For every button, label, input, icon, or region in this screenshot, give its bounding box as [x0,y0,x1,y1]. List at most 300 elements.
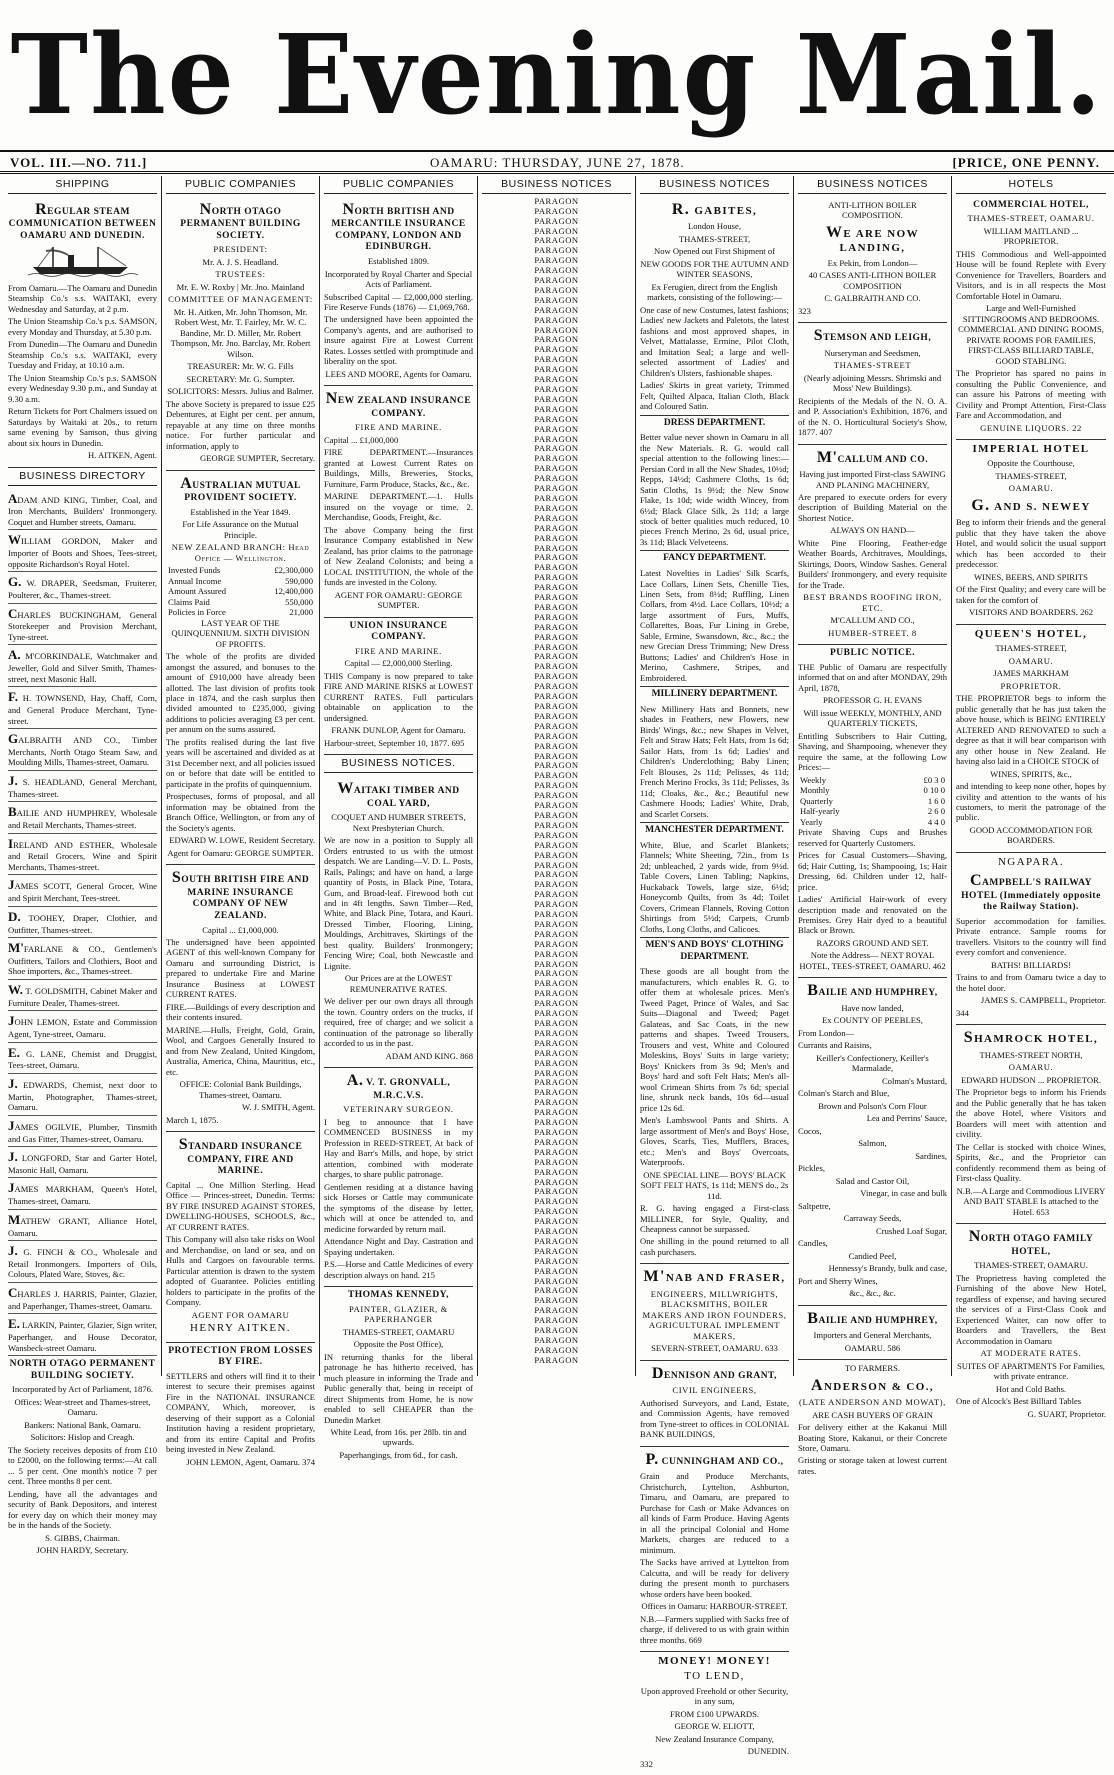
paragon-line: PARAGON [534,225,579,236]
society-text: The above Society is prepared to issue £25 Debentures, at Eight per cent. per annum, repayable at any time on three months notice. For further particular and information, apply to [166,398,315,451]
ad-mnab-fraser [640,1264,789,1360]
wtc-text: We are now in a position to Supply all Orders entrusted to us with the utmost despatch. We are Landing—V. D. L. Posts, Rails, Palings; and have on hand, a large quantity of Posts, in Black Pine, Totara, Gum, and Broad-leaf. Firewood both cut and in 4ft lengths. Sawn Timber—Red, White, and Black Pine, Totara, and Kauri. Dressed Timber, Flooring, Lining, Mouldings, Architraves, Skirtings of the best quality. Builders' Ironmongery; Fencing Wire; Coal, both Newcastle and Lignite. [324,835,473,971]
paragon-line: PARAGON [534,1136,579,1147]
row-label: Amount Assured [168,586,227,597]
uic-sub: FIRE AND MARINE. [355,645,442,656]
money-number: 332 [640,1758,653,1769]
column-heading-public-companies: PUBLIC COMPANIES [166,176,315,194]
ad-title: MONEY! MONEY! [658,1655,771,1668]
sh-text-3: N.B.—A Large and Commodious LIVERY AND BAIT STABLE Is attached to the Hotel. 653 [956,1185,1106,1217]
amp-established: Established in the Year 1849. [190,506,291,517]
bh-item: Colman's Mustard, [881,1075,947,1086]
rg-goods: NEW GOODS FOR THE AUTUMN AND WINTER SEASONS, [640,258,789,280]
ad-north-otago-family-hotel [956,1224,1106,1425]
paragon-line: PARAGON [534,849,579,860]
building-act: Incorporated by Act of Parliament, 1876. [11,1384,154,1395]
amp-signature: EDWARD W. LOWE, Resident Secretary. [169,835,315,846]
bh-item: Keiller's Confectionery, Keiller's Marmalade, [816,1052,929,1074]
std-text-2: This Company will also take risks on Wool and Merchandise, on land or sea, and on Hulls and Cargoes on favourable terms. Particular attention is drawn to the system adopted of Guarantee. Policies entitling holders to participate in the profits of the Company. [166,1234,315,1308]
dress-heading: DRESS DEPARTMENT. [640,415,789,430]
paragon-line: PARAGON [534,1146,579,1157]
dg-text: Authorised Surveyors, and Land, Estate, and Commission Agents, have removed from Tyne-street to offices in COLONIAL BANK BUILDINGS, [640,1397,789,1440]
row-label: Quarterly [800,795,833,806]
paragon-line: PARAGON [534,1305,579,1316]
paragon-line: PARAGON [534,800,579,811]
column-hotels [952,176,1110,1419]
row-value: 2 6 0 [927,806,945,817]
tk-opposite: Opposite the Post Office), [353,1339,444,1350]
sl-sub: Nurseryman and Seedsmen, [824,347,921,358]
secretary: SECRETARY: Mr. G. Sumpter. [186,373,295,384]
row-label: Annual Income [168,575,222,586]
trustees-label: TRUSTEES: [215,269,266,280]
paragon-line: PARAGON [534,918,579,929]
rg-text-4: One shilling in the pound returned to all cash purchasers. [640,1236,789,1257]
row-value: 12,400,000 [274,586,313,597]
steam-text-1: From Oamaru.—The Oamaru and Dunedin Steamship Co.'s s.s. WAITAKI, every Wednesday and Saturday, at 2 p.m. [8,282,157,314]
row-value: 590,000 [285,575,313,586]
paragon-line: PARAGON [534,1117,579,1128]
paragon-line: PARAGON [534,928,579,939]
ch-proprietor: WILLIAM MAITLAND ... PROPRIETOR. [983,225,1079,247]
column-heading-hotels: HOTELS [956,176,1106,194]
paragon-line: PARAGON [534,948,579,959]
ad-title: M'NAB AND FRASER, [643,1268,786,1286]
cr-text-2: Trains to and from Oamaru twice a day to the hotel door. [956,972,1106,993]
column-heading-business-notices: BUSINESS NOTICES [482,176,631,194]
paragon-line: PARAGON [534,1166,579,1177]
nf-text: The Proprietress having completed the Furnishing of the above New Hotel, regardless of expense, and having secured the services of a First-Class Cook and Experienced Waiter, can now offer to Boarders and Travellers, the Best Accommodation in Oamaru [956,1272,1106,1346]
paragon-line: PARAGON [534,601,579,612]
paragon-line: PARAGON [534,265,579,276]
ad-title: UNION INSURANCE COMPANY. [349,620,448,643]
pn-text: THE Public of Oamaru are respectfully informed that on and after MONDAY, 29th April, 1878, [798,661,947,693]
paragon-line: PARAGON [534,304,579,315]
ad-title: M'CALLUM AND CO. [816,448,929,466]
steam-text-2: The Union Steamship Co.'s p.s. SAMSON, every Monday and Thursday, at 5.30 p.m. [8,316,157,337]
amp-for: For Life Assurance on the Mutual Principle. [182,519,299,540]
gn-text-2: WINES, BEERS, AND SPIRITS [974,571,1088,582]
nbm-text: The undersigned have been appointed the Company's agents, and are authorised to insure against Fire at Lowest Current Rates. Losses settled with promptitude and liberality on the spot. [324,314,473,367]
table-row [798,806,947,816]
boys-text: These goods are all bought from the manufacturers, which enables R. G. to offer them at wholesale prices. Men's Tweed Paget, Prince of Wales, and Sac Suits—Diagonal and Tweed; Paget Galateas, and Sac Coats, in the new patterns and shapes. Tweed Trousers, Trousers and vest, White and Coloured Moleskins, Boys' Suits in large variety; Boys' Knickers from 3s 9d; Men's and Boys' hard and soft Felt Hats; Men's all-wool Crimean Shirts from 7s 6d; special line, shrunk neck bands, 10s 6d—usual price 12s 6d. [640,966,789,1113]
ad-new-zealand-insurance [324,386,473,617]
business-directory-list [8,489,157,1357]
ad-title: P. CUNNINGHAM AND CO., [645,1450,784,1468]
paragon-line: PARAGON [534,869,579,880]
row-label: Monthly [800,785,830,796]
paragon-line: PARAGON [534,492,579,503]
vet-text: I beg to announce that I have COMMENCED BUSINESS in my Profession in REED-STREET, At back of Hay and Barr's Mills, and hope, by strict attention, combined with moderate charges, to share public patronage. [324,1116,473,1180]
bh-item: Saltpetre, [798,1200,831,1211]
std-agent: AGENT FOR OAMARU [191,1309,290,1320]
paragon-line: PARAGON [534,889,579,900]
paragon-line: PARAGON [534,1067,579,1078]
sh-text: The Proprietor begs to inform his Friends and the Public generally that he has taken the above Hotel, where Visitors and Boarders will meet with attention and civility. [956,1087,1106,1140]
paragon-line: PARAGON [534,879,579,890]
paragon-line: PARAGON [534,433,579,444]
paragon-line: PARAGON [534,740,579,751]
fancy-text: Latest Novelties in Ladies' Silk Scarfs, Lace Collars, Linen Sets, Chenille Ties, Linen Sets, from 8½d; Ruffling, Linen Collars, from 4½d. Lace Collars, 10½d; a large assortment of Furs, Muffs, Collarettes, Boas, Fur Lining in Grebe, Sable, Ermine, Swansdown, &c., &c.; the new Grecian Dress Trimming; New Dress Buttons; Ladies' and Children's Hose in Merino, Cashmere, Stripes, and Embroidered. [640,568,789,683]
bh-item: Hennessy's Brandy, bulk and case, [828,1263,947,1274]
row-value: £0 3 0 [923,774,945,785]
gn-text-3: Of the First Quality; and every care will be taken for the comfort of [956,584,1106,605]
paragon-line: PARAGON [534,354,579,365]
paragon-line: PARAGON [534,641,579,652]
pn-text-5: Prices for Casual Customers—Shaving, 6d; Hair Cutting, 1s; Shampooing, 1s; Hair Dressing, 6d. Children under 12, half-price. [798,850,947,892]
paragon-line: PARAGON [534,275,579,286]
ad-shamrock-hotel [956,1025,1106,1224]
column-shipping [4,176,162,1556]
directory-entry: W. T. GOLDSMITH, Cabinet Maker and Furniture Dealer, Thames-street. [8,980,157,1011]
paragon-line: PARAGON [534,720,579,731]
paragon-line: PARAGON [534,393,579,404]
ad-title: BAILIE AND HUMPHREY, [807,1309,938,1327]
ad-title: WAITAKI TIMBER AND COAL YARD, [337,780,460,809]
steamship-icon [8,245,157,279]
building-secretary: JOHN HARDY, Secretary. [36,1545,129,1556]
cr-baths: BATHS! BILLIARDS! [991,959,1071,970]
directory-entry: A. M'CORKINDALE, Watchmaker and Jeweller, Gold and Silver Smith, Thames-street, next Masonic Hall. [8,645,157,687]
money-text-3: FROM £100 UPWARDS. [669,1708,760,1719]
uic-signature: FRANK DUNLOP, Agent for Oamaru. [331,725,466,736]
paragon-line: PARAGON [534,1156,579,1167]
column-heading-business-notices: BUSINESS NOTICES [798,176,947,194]
mf-address: SEVERN-STREET, OAMARU. 633 [651,1343,778,1354]
ad-title: NORTH OTAGO FAMILY HOTEL, [968,1228,1094,1257]
ih-address: THAMES-STREET, [995,470,1067,481]
qh-name: JAMES MARKHAM [993,668,1069,679]
paragon-line: PARAGON [534,195,579,206]
tk-address: THAMES-STREET, OAMARU [342,1326,455,1337]
paragon-line: PARAGON [534,710,579,721]
ad-title: NORTH BRITISH AND MERCANTILE INSURANCE COMPANY, LONDON AND EDINBURGH. [331,200,466,253]
ad-dennison-grant [640,1361,789,1447]
paragon-line: PARAGON [534,1275,579,1286]
nzi-sub: FIRE AND MARINE. [355,422,442,433]
directory-entry: CHARLES BUCKINGHAM, General Storekeeper and Provision Merchant, Tyne-street. [8,604,157,646]
issue-date: OAMARU: THURSDAY, JUNE 27, 1878. [430,155,685,170]
sl-text-2: Recipients of the Medals of the N. O. A. and P. Association's Exhibition, 1876, and of the N. O. Horticultural Society's Show, 1877. 407 [798,395,947,438]
sl-text: (Nearly adjoining Messrs. Shrimski and Moss' New Buildings). [803,372,942,394]
directory-entry: WILLIAM GORDON, Maker and Importer of Boots and Shoes, Tees-street, opposite Richardson's Royal Hotel. [8,530,157,572]
ad-title: ANDERSON & CO., [810,1376,935,1394]
paragon-line: PARAGON [534,592,579,603]
dress-text: Better value never shown in Oamaru in all the New Materials. R. G. would call special attention to the following lines:—Persian Cord in all the New Shades, 10½d; Repps, 14½d; Cashmere Cloths, 1s 6d; Satin Cloths, 1s 9½d; the New Snow Flake, 1s 10d; wide width Wincey, from 6½d; Black Glace Silk, 2s 11d; a large stock of better qualities much reduced, 10 pieces French Merino, 2s 6d, usual price, 3s 11d; Black Velveteens. [640,432,789,547]
tk-text-3: Paperhangings, from 6d., for cash. [339,1449,458,1460]
vet-sub: VETERINARY SURGEON. [343,1104,454,1115]
paragon-line: PARAGON [534,1265,579,1276]
ad-veterinary-surgeon [324,1068,473,1287]
paragon-line: PARAGON [534,790,579,801]
sl-address: THAMES-STREET [833,360,912,371]
directory-entry: ADAM AND KING, Timber, Coal, and Iron Merchants, Builders' Ironmongery. Coquet and Humber streets, Oamaru. [8,489,157,531]
gn-title: G. AND S. NEWEY [971,496,1091,514]
ch-text: THIS Commodious and Well-appointed House will be found Replete with Every Convenience for Travellers, Boarders and Visitors, and is in all respects the Most Comfortable Hotel in Oamaru. [956,248,1106,301]
pn-text-3: Entitling Subscribers to Hair Cutting, Shaving, and Shampooing, whenever they require the same, at the following Low Prices:— [798,730,947,773]
building-terms-2: Lending, have all the advantages and security of Bank Depositors, and interest for every day on which their money may be in the hands of the Society. [8,1488,157,1531]
directory-entry: CHARLES J. HARRIS, Painter, Glazier, and Paperhanger, Thames-street, Oamaru. [8,1283,157,1314]
ch-text-3: The Proprietor has spared no pains in consulting the Public Convenience, and can assure his Patrons of meeting with Civility and Prompt Attention, First-Class Fare and Accommodation, and [956,368,1106,421]
ad-title: R. GABITES, [671,200,758,218]
ptl-signature: JOHN LEMON, Agent, Oamaru. 374 [186,1456,315,1467]
ch-text-4: GENUINE LIQUORS. 22 [980,422,1082,433]
bh-item: Candied Peel, [848,1250,897,1261]
paragon-line: PARAGON [534,473,579,484]
rg-text-1: One case of new Costumes, latest fashions; Ladies' new Jackets and Paletots, the latest fashions and most approved shapes, in Velvet, Mattalasse, Ermine, Pilot Cloth, and Imitation Seal; a large and well-selected assortment of Ladies' and Children's Ulsters, fashionable shapes. [640,304,789,378]
ad-title: STEMSON AND LEIGH, [813,327,932,345]
nzi-text-2: MARINE DEPARTMENT.—1. Hulls insured on the voyage or time. 2. Merchandise, Goods, Freight, &c. [324,491,473,523]
masthead [0,0,1114,150]
directory-entry: JAMES MARKHAM, Queen's Hotel, Thames-street, Oamaru. [8,1178,157,1209]
rg-open: Now Opened out First Shipment of [653,246,776,257]
column-heading-public-companies: PUBLIC COMPANIES [324,176,473,194]
manchester-heading: MANCHESTER DEPARTMENT. [640,822,789,837]
fancy-heading: FANCY DEPARTMENT. [640,550,789,565]
ad-mcallum [798,445,947,646]
pn-name: PROFESSOR G. H. EVANS [823,695,922,706]
ad-title: CAMPBELL'S RAILWAY HOTEL (Immediately opposite the Railway Station). [961,872,1101,913]
ih-opposite: Opposite the Courthouse, [987,458,1075,469]
paragon-line: PARAGON [534,483,579,494]
paragon-line: PARAGON [534,1008,579,1019]
ad-north-otago-building-society [166,197,315,471]
bh-item: Vinegar, in case and bulk [860,1188,947,1199]
bh-item: Crushed Loaf Sugar, [875,1225,947,1236]
table-row [166,565,315,575]
money-signature-2: New Zealand Insurance Company, [655,1733,774,1744]
rg-text-3: R. G. having engaged a First-class MILLINER, for Style, Quality, and Cheapness cannot be surpassed. [640,1203,789,1234]
mc-signature: M'CALLUM AND CO., [830,615,915,626]
paragon-line: PARAGON [534,344,579,355]
column-business-notices-3 [794,176,952,1476]
paragon-line: PARAGON [534,284,579,295]
money-text: TO LEND, [684,1670,745,1683]
ad-imperial-hotel [956,440,1106,625]
bh-item: Sardines, [915,1150,947,1161]
sb-date: March 1, 1875. [166,1114,219,1125]
ad-title: COMMERCIAL HOTEL, [973,199,1089,210]
directory-entry: JAMES OGILVIE, Plumber, Tinsmith and Gas Fitter, Thames-street, Oamaru. [8,1116,157,1147]
ad-title: NORTH OTAGO PERMANENT BUILDING SOCIETY. [9,1359,156,1381]
ad-title: SHAMROCK HOTEL, [963,1029,1099,1047]
money-text-2: Upon approved Freehold or other Security, in any sum, [640,1685,789,1707]
paragon-line: PARAGON [534,235,579,246]
sh-address: THAMES-STREET NORTH, [979,1049,1083,1060]
nbm-capital: Subscribed Capital — £2,000,000 sterling. Fire Reserve Funds (1876) — £1,069,768. [324,291,473,312]
std-text: Capital ... One Million Sterling. Head Office — Princes-street, Dunedin. Terms: BY FIRE INSURED AGAINST STORES, DWELLING-HOUSES, SCHOOLS, &c., AT CURRENT RATES. [166,1179,315,1232]
qh-text-3: and intending to keep none other, hopes by civility and attention to the wants of his customers, to merit the patronage of the public. [956,781,1106,823]
committee-label: COMMITTEE OF MANAGEMENT: [168,294,313,305]
column-business-notices-paragon [478,176,636,1376]
ptl-text: SETTLERS and others will find it to their interest to secure their premises against Fire in the NATIONAL INSURANCE COMPANY, Which, moreover, is deserving of their support as a Colonial Institution having a resident proprietary, and from its entire Capital and Profits being invested in New Zealand. [166,1370,315,1455]
paragon-line: PARAGON [534,621,579,632]
directory-entry: F. H. TOWNSEND, Hay, Chaff, Corn, and General Produce Merchant, Tyne-street. [8,687,157,729]
paragon-line: PARAGON [534,909,579,920]
al-heading: ANTI-LITHON BOILER COMPOSITION. [828,199,917,221]
paragon-line: PARAGON [534,671,579,682]
nzi-agent: AGENT FOR OAMARU: GEORGE SUMPTER. [334,589,463,611]
paragon-line: PARAGON [534,572,579,583]
row-value: 21,000 [289,607,313,618]
nbm-established: Established 1809. [367,256,430,267]
paragon-line: PARAGON [534,1255,579,1266]
paragon-line: PARAGON [534,314,579,325]
uic-text: THIS Company is now prepared to take FIRE AND MARINE RISKS at LOWEST CURRENT RATES. Full particulars obtainable on application to the undersigned. [324,670,473,723]
steam-signature: H. AITKEN, Agent. [88,450,157,461]
cr-text: Superior accommodation for families. Private entrance. Sample rooms for travellers. Visitors to the country will find every comfort and convenience. [956,916,1106,958]
paragon-line: PARAGON [534,1176,579,1187]
amp-agent: Agent for Oamaru: GEORGE SUMPTER. [167,847,314,858]
nzi-text-3: The above Company being the first Insurance Company established in New Zealand, has prior claims to the patronage of New Zealand Colonists; and being a LOCAL INSTITUTION, the whole of the funds are invested in the Colony. [324,524,473,588]
paragon-line: PARAGON [534,1186,579,1197]
ad-title: WE ARE NOW LANDING, [826,223,919,255]
paragon-line: PARAGON [534,245,579,256]
millinery-text: New Millinery Hats and Bonnets, new shades in Feathers, new Flowers, new Birds' Wings, &c.; new Shapes in Velvet, Felt and Straw Hats; Felt Hats, from 1s 6d; Sailor Hats, from 1s 6d; Ladies' and Children's Underclothing; Baby Linen; Felt Blouses, 2s 11d; Pelisses, 4s 11d; French Merino Frocks, 3s 11d; Pelisses, 3s 11d; Cloaks, &c., &c.; Beautiful new Cashmere Hoods; Ladies' White, Drab, and Scarlet Corsets. [640,703,789,819]
row-label: Yearly [800,816,823,827]
treasurer: TREASURER: Mr. W. G. Fills [187,361,294,372]
ad-title: PROTECTION FROM LOSSES BY FIRE. [168,1345,313,1368]
directory-entry: GALBRAITH AND CO., Timber Merchants, North Otago Steam Saw, and Moulding Mills, Thames-street, Oamaru. [8,729,157,771]
paragon-line: PARAGON [534,1037,579,1048]
dg-sub: CIVIL ENGINEERS, [672,1385,757,1396]
paragon-line: PARAGON [534,760,579,771]
ac-sub: (LATE ANDERSON AND MOWAT), [799,1397,946,1408]
paragon-line: PARAGON [534,1216,579,1227]
ac-text-2: For delivery either at the Kakanui Mill Boating Store, Kakanui, or their Concrete Store, Oamaru. [798,1422,947,1453]
nf-text-5: One of Alcock's Best Billiard Tables [956,1396,1082,1407]
paragon-line: PARAGON [534,1245,579,1256]
paragon-line: PARAGON [534,809,579,820]
bh-text: Have now landed, [841,1002,904,1013]
paragon-line: PARAGON [534,611,579,622]
ad-title: AUSTRALIAN MUTUAL PROVIDENT SOCIETY. [180,474,301,504]
ad-standard-insurance [166,1132,315,1342]
ad-title: IMPERIAL HOTEL [972,443,1090,456]
qh-text-2: WINES, SPIRITS, &c., [990,768,1072,779]
qh-address: THAMES-STREET, [995,643,1067,654]
building-solicitors: Solicitors: Hislop and Creagh. [30,1432,135,1443]
paragon-line: PARAGON [534,552,579,563]
column-heading-business-notices: BUSINESS NOTICES. [324,755,473,773]
paragon-line: PARAGON [534,1235,579,1246]
ad-commercial-hotel [956,197,1106,440]
bh-from: From London— [798,1027,855,1038]
pc-text-2: The Sacks have arrived at Lyttelton from Calcutta, and will be ready for delivery during the present month to purchasers whose orders have been booked. [640,1557,789,1599]
building-offices: Offices: Wear-street and Thames-street, Oamaru. [14,1396,151,1418]
paragon-line: PARAGON [534,384,579,395]
paragon-line: PARAGON [534,463,579,474]
uic-capital: Capital — £2,000,000 Sterling. [344,658,453,669]
amp-text-1: The whole of the profits are divided amongst the assured, and bonuses to the amount of £910,000 have already been allotted. The last division of profits took place in 1874, and the cash surplus then divided amounted to £235,000, giving additions to policies averaging £3 per cent. per annum on the sums assured. [166,651,315,735]
amp-branch: NEW ZEALAND BRANCH: Head Office — Wellington. [171,542,310,563]
sb-text-3: MARINE.—Hulls, Freight, Gold, Grain, Wool, and Cargoes Generally Insured to and from New Zealand, United Kingdom, Australia, America, China, Mauritius, etc., etc. [166,1024,315,1077]
directory-entry: E. G. LANE, Chemist and Druggist, Tees-street, Oamaru. [8,1043,157,1074]
al-number: 323 [798,305,811,316]
paragon-line: PARAGON [534,978,579,989]
paragon-line: PARAGON [534,1335,579,1346]
mc-text: Having just imported First-class SAWING AND PLANING MACHINERY, [799,469,946,490]
row-label: Weekly [800,774,827,785]
directory-entry: G. W. DRAPER, Seedsman, Fruiterer, Poulterer, &c., Thames-street. [8,572,157,603]
rg-street: THAMES-STREET, [678,233,751,244]
paragon-line: PARAGON [534,1295,579,1306]
pc-office: Offices in Oamaru: HARBOUR-STREET. [641,1601,788,1612]
ad-protection-from-fire [166,1343,315,1474]
pn-text-4: Private Shaving Cups and Brushes reserved for Quarterly Customers. [798,827,947,848]
paragon-line: PARAGON [534,423,579,434]
paragon-line: PARAGON [534,1226,579,1237]
sb-capital: Capital ... £1,000,000. [202,924,279,935]
ad-south-british-insurance [166,865,315,1132]
paragon-line: PARAGON [534,453,579,464]
paragon-line: PARAGON [534,403,579,414]
ad-bailie-humphrey [798,978,947,1305]
table-row [166,586,315,596]
millinery-heading: MILLINERY DEPARTMENT. [640,686,789,701]
ad-title: QUEEN'S HOTEL, [974,627,1088,640]
paragon-line: PARAGON [534,364,579,375]
ad-building-society-terms [8,1356,157,1561]
al-ex: Ex Pekin, from London— [827,257,918,268]
paragon-line: PARAGON [534,938,579,949]
qh-text: THE PROPRIETOR begs to inform the public generally that he has just taken the above house, which is BEING ENTIRELY ALTERED AND RENOVATED to such a degree as that it will bear comparison with any other house in New Zealand. He having also laid in a CHOICE STOCK of [956,693,1106,767]
amp-text-3: Prospectuses, forms of proposal, and all information may be obtained from the Branch Office, Wellington, or from any of the Society's agents. [166,791,315,833]
paragon-line: PARAGON [534,215,579,226]
paragon-line: PARAGON [534,819,579,830]
bh2-sub: Importers and General Merchants, [813,1330,932,1341]
ad-r-gabites [640,197,789,1265]
paragon-line: PARAGON [534,542,579,553]
bh-item: Lea and Perrins' Sauce, [866,1113,947,1124]
paragon-line: PARAGON [534,334,579,345]
row-value: 1 6 0 [927,795,945,806]
paragon-line: PARAGON [534,859,579,870]
pn-text-6: Ladies' Artificial Hair-work of every description made and renovated on the Premises. Grey Hair dyed to a beautiful Black or Brown. [798,894,947,936]
row-label: Half-yearly [800,806,840,817]
mf-text: ENGINEERS, MILLWRIGHTS, BLACKSMITHS, BOILER MAKERS AND IRON FOUNDERS, AGRICULTURAL IMPLEMENT MAKERS, [642,1288,787,1341]
amp-figures-table [166,565,315,617]
directory-entry: E. LARKIN, Painter, Glazier, Sign writer, Paperhanger, and House Decorator, Wansbeck-street Oamaru. [8,1314,157,1356]
ad-steam-communication [8,197,157,468]
nf-signature: G. SUART, Proprietor. [1027,1408,1106,1419]
directory-entry: D. TOOHEY, Draper, Clothier, and Outfitter, Thames-street. [8,907,157,938]
tk-trade: PAINTER, GLAZIER, & PAPERHANGER [349,1303,448,1325]
gn-text: Beg to inform their friends and the general public that they have taken the above Hotel, and would solicit the usual support which has been accorded to their predecessor. [956,517,1106,570]
paragon-line: PARAGON [534,582,579,593]
wtc-signature: ADAM AND KING. 868 [385,1050,473,1061]
ad-bailie-humphrey-2 [798,1306,947,1360]
row-value: 550,000 [285,596,313,607]
bh-item: Currants and Raisins, [798,1040,872,1051]
ad-title: BAILIE AND HUMPHREY, [807,982,938,1000]
table-row [166,576,315,586]
bh-item: Port and Sherry Wines, [798,1275,878,1286]
bh-item: Brown and Polson's Corn Flour [818,1100,927,1111]
cr-number: 344 [956,1007,969,1018]
paragon-line: PARAGON [534,255,579,266]
table-row [166,597,315,607]
ad-union-insurance [324,618,473,756]
mc-text-3: White Pine Flooring, Feather-edge Weather Boards, Architraves, Mouldings, Skirtings, Doors, Window Sashes. General Builders' Ironmongery, and every requisite for the Trade. [798,537,947,590]
ad-waitaki-timber-coal [324,776,473,1068]
pc-text: Grain and Produce Merchants, Christchurch, Lyttelton, Ashburton, Timaru, and Oamaru, are prepared to Purchase for Cash or Make Advances on all kinds of Farm Produce. Having Agents in all the principal Colonial and Home Markets, charges are reduced to a minimum. [640,1471,789,1555]
ad-title: STANDARD INSURANCE COMPANY, FIRE AND MARINE. [178,1136,303,1177]
directory-entry: MATHEW GRANT, Alliance Hotel, Oamaru. [8,1210,157,1241]
sh-town: OAMARU. [1008,1062,1054,1073]
tk-text: IN returning thanks for the liberal patronage he has hitherto received, has much pleasure in informing the Trade and Public generally that, being in receipt of direct Shipments from Home, he is now enabled to sell CHEAPER than the Dunedin Market [324,1351,473,1425]
nf-address: THAMES-STREET, OAMARU. [974,1260,1088,1271]
